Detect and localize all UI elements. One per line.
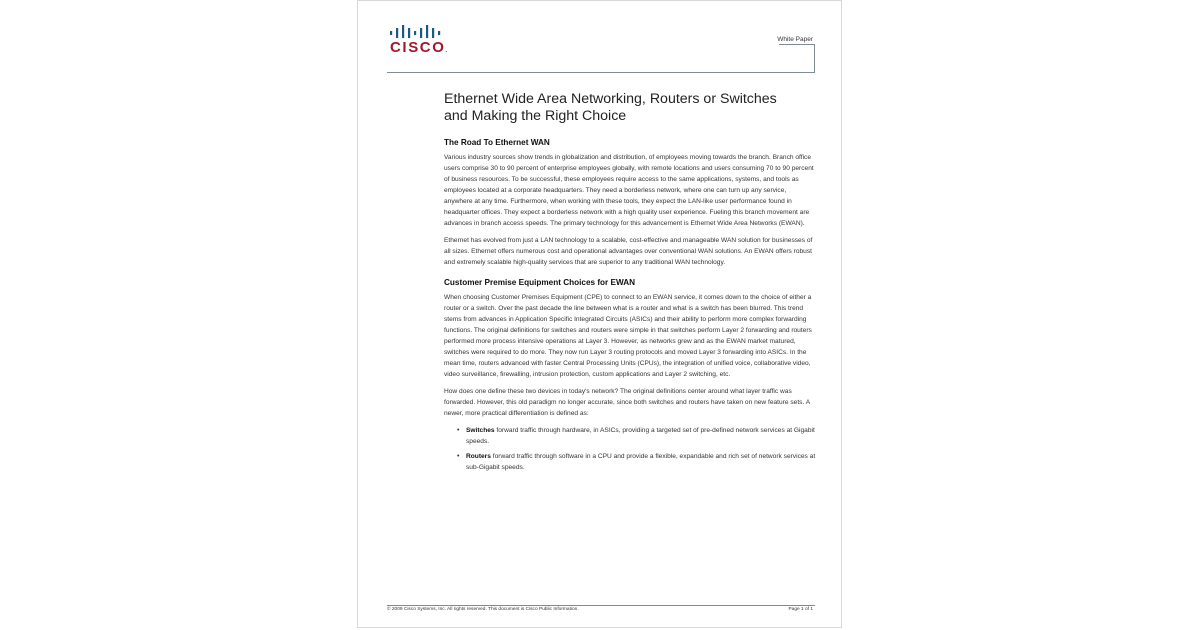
- footer-page-number: Page 1 of 1: [788, 607, 813, 612]
- bullet-item-routers: [457, 451, 816, 473]
- cisco-logo: [389, 24, 449, 56]
- bullet-list: [444, 425, 816, 473]
- title-line-2: and Making the Right Choice: [444, 107, 627, 124]
- bullet-term: Switches: [466, 427, 495, 434]
- bullet-icon: •: [457, 453, 460, 460]
- paragraph: When choosing Customer Premises Equipment (CPE) to connect to an EWAN service, it comes down to the choice of either a router or a switch. Over the past decade the line between what is a router and what is a switch has been blurred. This trend stems from advances in Application Specific Integrated Circuits (ASICs) and their ability to perform more complex forwarding functions. The original definitions for switches and routers were simple in that switches perform Layer 2 forwarding and routers performed more process intensive operations at Layer 3. However, as networks grew and as the EWAN market matured, switches were required to do more. They now run Layer 3 routing protocols and moved Layer 3 forwarding into ASICs. In the mean time, routers advanced with faster Central Processing Units (CPUs), the integration of unified voice, collaborative video, video surveillance, firewalling, intrusion protection, custom applications and Layer 2 switching, etc.: [444, 294, 812, 378]
- document-body: [444, 91, 816, 477]
- document-page: [357, 0, 842, 628]
- document-type-label: White Paper: [777, 36, 813, 43]
- paragraph: Various industry sources show trends in globalization and distribution, of employees moving towards the branch. Branch office users comprise 30 to 90 percent of enterprise employees globally, with remote locations and users consuming 70 to 90 percent of business resources. To be successful, these employees require access to the same applications, systems, and tools as employees located at a corporate headquarters. They need a borderless network, where one can turn up any service, anywhere at any time. Furthermore, when working with these tools, they expect the LAN-like user performance found in headquarter offices. They expect a borderless network with a high quality user experience. Fueling this branch movement are advances in branch access speeds. The primary technology for this advancement is Ethernet Wide Area Networks (EWAN).: [444, 154, 814, 227]
- bullet-text: forward traffic through hardware, in ASICs, providing a targeted set of pre-defined network services at Gigabit speeds.: [466, 427, 815, 445]
- paragraph: Ethernet has evolved from just a LAN technology to a scalable, cost-effective and manageable WAN solution for businesses of all sizes. Ethernet offers numerous cost and operational advantages over conventional WAN solutions. An EWAN offers robust and extremely scalable high-quality services that are superior to any traditional WAN technology.: [444, 237, 813, 266]
- cisco-bars-icon: [389, 24, 447, 38]
- header-divider: [387, 72, 815, 73]
- paragraph: How does one define these two devices in today's network? The original definitions center around what layer traffic was forwarded. However, this old paradigm no longer accurate, since both switches and routers have taken on new feature sets. A newer, more practical differentiation is defined as:: [444, 388, 810, 417]
- header-frame: [779, 44, 815, 72]
- footer-divider: [387, 605, 815, 606]
- bullet-item-switches: [457, 425, 816, 447]
- bullet-text: forward traffic through software in a CPU and provide a flexible, expandable and rich set of network services at sub-Gigabit speeds.: [466, 453, 816, 471]
- title-line-1: Ethernet Wide Area Networking, Routers or Switches: [444, 91, 777, 107]
- section-heading: Customer Premise Equipment Choices for EWAN: [444, 278, 636, 287]
- section-heading: The Road To Ethernet WAN: [444, 138, 550, 147]
- footer-copyright: © 2009 Cisco Systems, Inc. All rights reserved. This document is Cisco Public Information.: [387, 607, 579, 612]
- bullet-term: Routers: [466, 453, 491, 460]
- document-title: [444, 91, 816, 124]
- bullet-icon: •: [457, 427, 460, 434]
- cisco-wordmark: CISCO.: [390, 39, 448, 56]
